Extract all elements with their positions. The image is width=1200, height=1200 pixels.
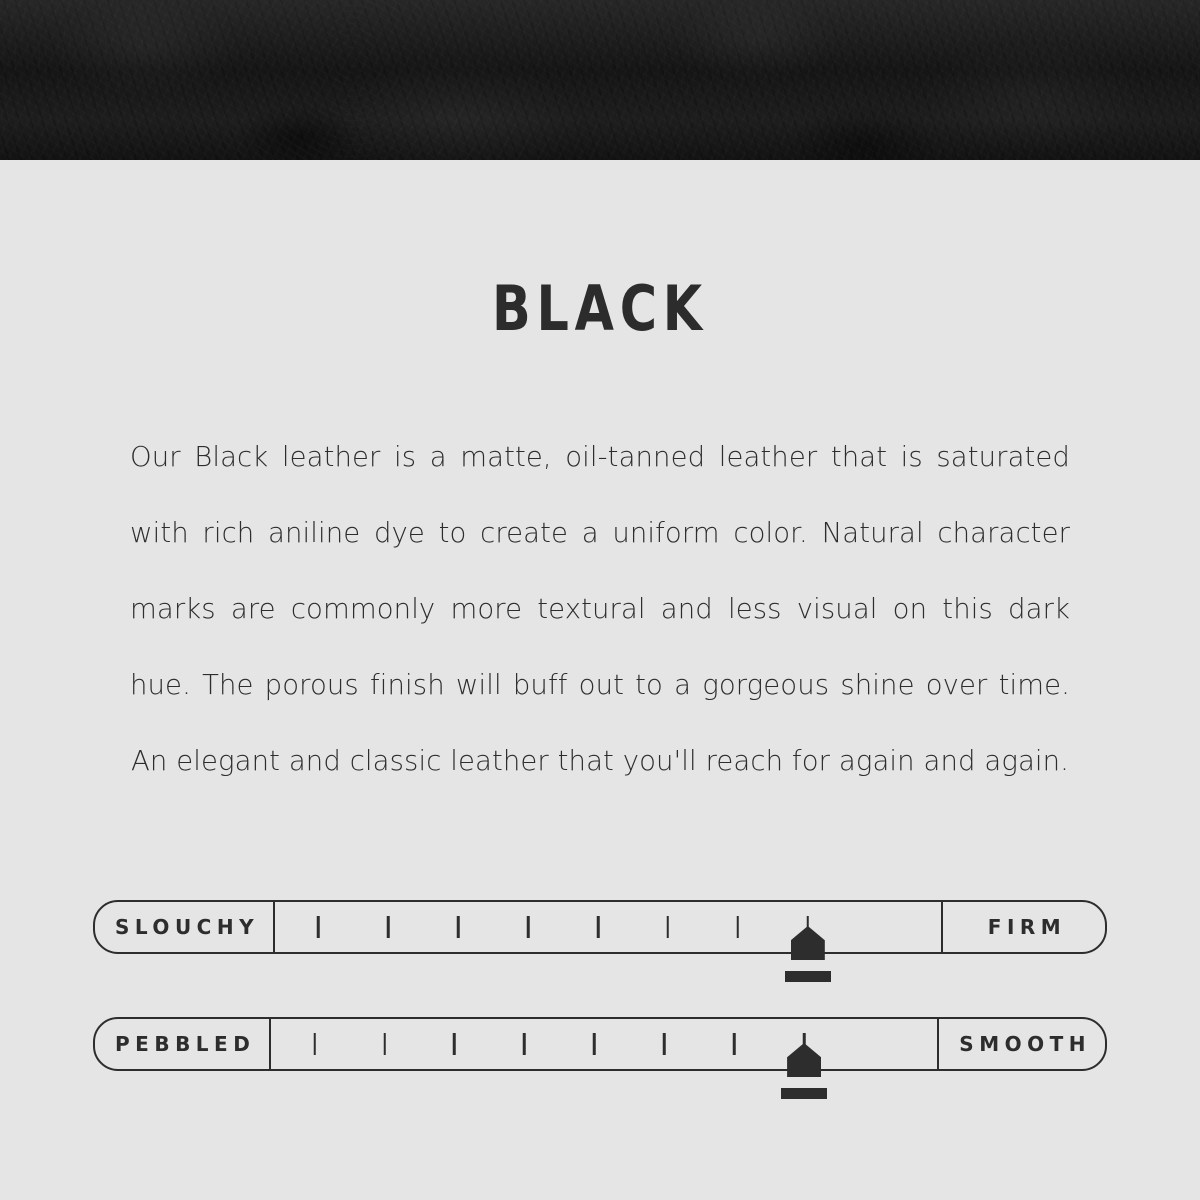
scale-tick xyxy=(593,1033,596,1055)
scale-tick xyxy=(313,1033,316,1055)
scale-texture-left-label: PEBBLED xyxy=(95,1019,271,1069)
scale-tick xyxy=(453,1033,456,1055)
scale-structure-marker[interactable] xyxy=(785,926,831,982)
scale-tick xyxy=(663,1033,666,1055)
description-paragraph: Our Black leather is a matte, oil-tanned leather that is saturated with rich aniline dye to create a uniform color. Natural character marks are commonly more textural and less visual on this dark hue. The porous finish will buff out to a gorgeous shine over time. An elegant and classic leather that you'll reach for again and again. xyxy=(130,441,1070,777)
scale-structure-right-label: FIRM xyxy=(941,902,1105,952)
page-title: BLACK xyxy=(492,272,708,345)
attribute-scales xyxy=(0,900,1200,1071)
scale-texture-track[interactable] xyxy=(271,1019,937,1069)
scale-texture-marker[interactable] xyxy=(781,1043,827,1099)
scale-tick xyxy=(317,916,320,938)
scale-tick xyxy=(667,916,670,938)
scale-tick xyxy=(737,916,740,938)
marker-head-icon xyxy=(787,1043,821,1077)
scale-structure-left-label: SLOUCHY xyxy=(95,902,275,952)
scale-tick xyxy=(383,1033,386,1055)
scale-tick xyxy=(523,1033,526,1055)
scale-tick xyxy=(457,916,460,938)
scale-texture[interactable] xyxy=(93,1017,1107,1071)
description-text xyxy=(130,419,1070,799)
scale-tick xyxy=(387,916,390,938)
marker-base-bar xyxy=(785,971,831,982)
scale-texture-right-label: SMOOTH xyxy=(937,1019,1105,1069)
black-leather-swatch xyxy=(0,0,1200,160)
scale-tick xyxy=(597,916,600,938)
scale-tick xyxy=(527,916,530,938)
scale-tick xyxy=(733,1033,736,1055)
marker-base-bar xyxy=(781,1088,827,1099)
marker-head-icon xyxy=(791,926,825,960)
scale-structure-track[interactable] xyxy=(275,902,941,952)
scale-structure[interactable] xyxy=(93,900,1107,954)
leather-sheen-highlight xyxy=(0,0,1200,70)
